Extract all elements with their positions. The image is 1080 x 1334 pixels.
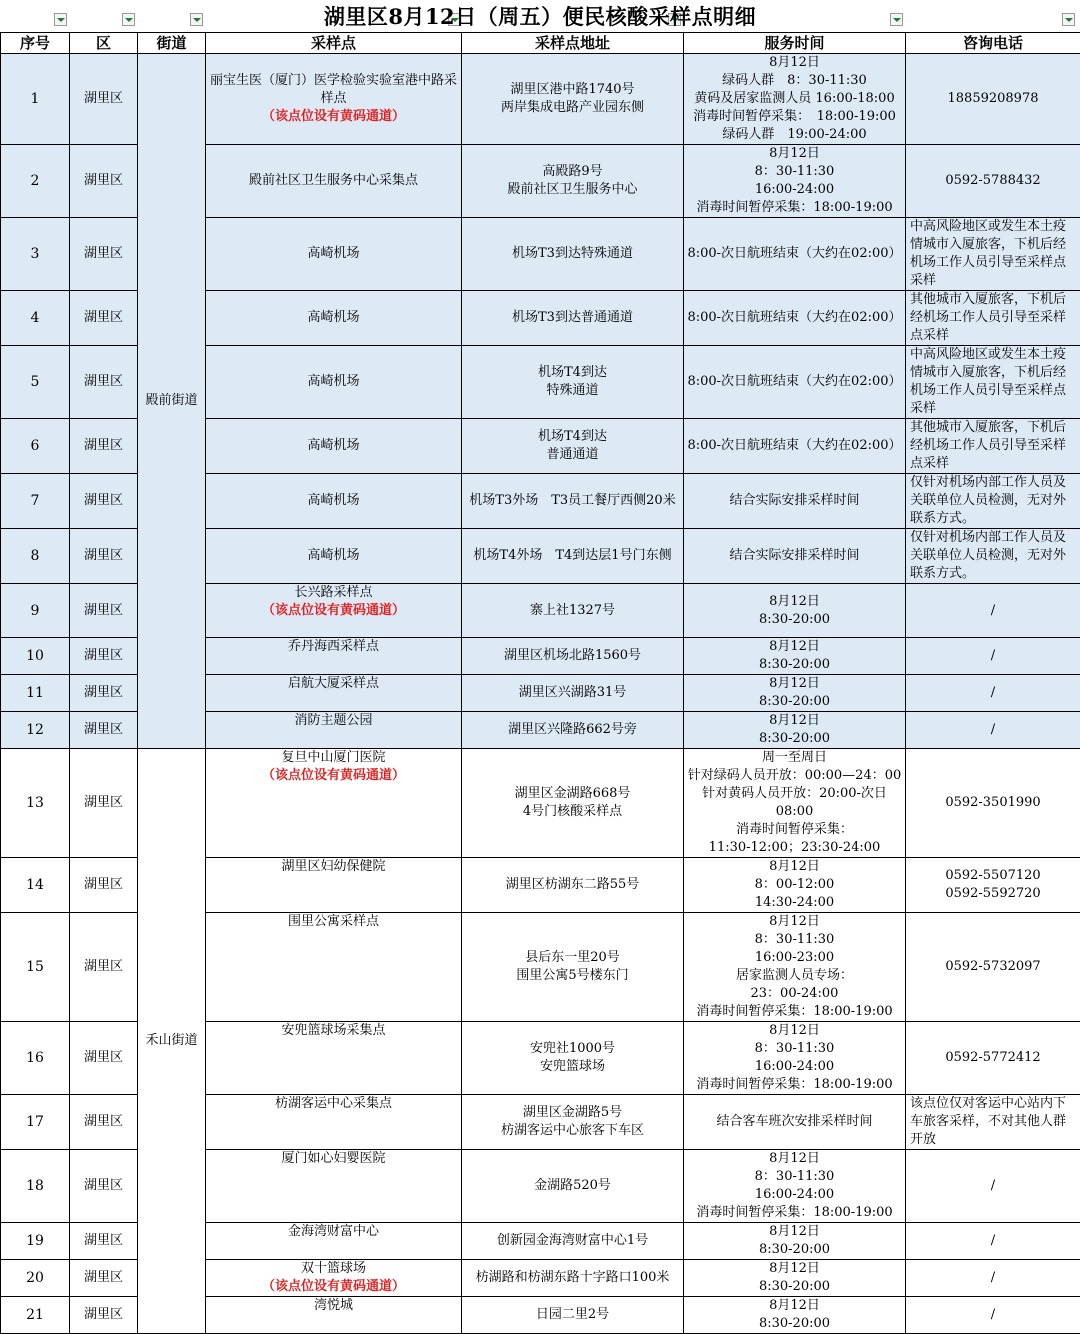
site-cell[interactable]	[206, 529, 462, 584]
table-row	[1, 749, 1080, 858]
site-cell[interactable]	[206, 291, 462, 346]
index-cell[interactable]: 17	[1, 1095, 70, 1150]
district-cell[interactable]: 湖里区	[70, 145, 138, 218]
site-name: 丽宝生医（厦门）医学检验实验室港中路采样点	[208, 72, 459, 108]
address-line: 县后东一里20号	[464, 949, 681, 967]
district-cell[interactable]: 湖里区	[70, 346, 138, 419]
address-cell[interactable]	[462, 346, 684, 419]
yellow-code-channel-note: （该点位设有黄码通道）	[208, 602, 459, 620]
phone-cell[interactable]	[906, 712, 1080, 749]
site-cell[interactable]	[206, 858, 462, 913]
site-cell[interactable]	[206, 638, 462, 675]
phone-cell[interactable]	[906, 419, 1080, 474]
district-cell[interactable]: 湖里区	[70, 712, 138, 749]
phone-cell[interactable]	[906, 145, 1080, 218]
site-cell[interactable]	[206, 419, 462, 474]
service-time-cell[interactable]	[684, 1260, 906, 1297]
service-time-line: 8月12日	[686, 145, 903, 163]
service-time-line: 8:30-20:00	[686, 693, 903, 711]
service-time-line: 8月12日	[686, 1260, 903, 1278]
site-cell[interactable]	[206, 346, 462, 419]
phone-cell[interactable]	[906, 1297, 1080, 1334]
address-cell[interactable]	[462, 145, 684, 218]
service-time-line: 8月12日	[686, 54, 903, 72]
site-name: 金海湾财富中心	[208, 1223, 459, 1241]
index-cell[interactable]: 14	[1, 858, 70, 913]
address-line: 围里公寓5号楼东门	[464, 967, 681, 985]
phone-cell[interactable]	[906, 675, 1080, 712]
header-service-time[interactable]: 服务时间	[684, 33, 906, 54]
district-cell[interactable]: 湖里区	[70, 1260, 138, 1297]
index-cell[interactable]: 18	[1, 1150, 70, 1223]
phone-line: 0592-5507120	[908, 867, 1078, 885]
phone-line: 0592-5592720	[908, 885, 1078, 903]
phone-cell[interactable]	[906, 1260, 1080, 1297]
address-line: 湖里区港中路1740号	[464, 81, 681, 99]
header-index[interactable]: 序号	[1, 33, 70, 54]
service-time-line: 8：00-12:00	[686, 876, 903, 894]
phone-line: 0592-3501990	[908, 794, 1078, 812]
address-line: 寨上社1327号	[464, 602, 681, 620]
header-address[interactable]: 采样点地址	[462, 33, 684, 54]
district-cell[interactable]: 湖里区	[70, 1223, 138, 1260]
phone-cell[interactable]	[906, 1022, 1080, 1095]
phone-cell[interactable]	[906, 54, 1080, 145]
address-line: 特殊通道	[464, 382, 681, 400]
index-cell[interactable]: 10	[1, 638, 70, 675]
address-line: 4号门核酸采样点	[464, 803, 681, 821]
header-street[interactable]: 街道	[138, 33, 206, 54]
site-cell[interactable]	[206, 1022, 462, 1095]
site-name: 高崎机场	[208, 309, 459, 327]
site-cell[interactable]	[206, 1095, 462, 1150]
service-time-line: 8:00-次日航班结束（大约在02:00）	[686, 373, 903, 391]
service-time-line: 23：00-24:00	[686, 985, 903, 1003]
service-time-cell[interactable]	[684, 54, 906, 145]
phone-line: 中高风险地区或发生本土疫情城市入厦旅客，下机后经机场工作人员引导至采样点采样	[910, 218, 1078, 290]
index-cell[interactable]: 1	[1, 54, 70, 145]
service-time-line: 8:00-次日航班结束（大约在02:00）	[686, 309, 903, 327]
index-cell[interactable]: 9	[1, 584, 70, 638]
site-name: 复旦中山厦门医院	[208, 749, 459, 767]
service-time-line: 8：30-11:30	[686, 163, 903, 181]
index-cell[interactable]: 12	[1, 712, 70, 749]
service-time-line: 8月12日	[686, 675, 903, 693]
address-line: 日园二里2号	[464, 1306, 681, 1324]
address-cell[interactable]	[462, 419, 684, 474]
index-cell[interactable]: 15	[1, 913, 70, 1022]
site-name: 高崎机场	[208, 245, 459, 263]
service-time-line: 8月12日	[686, 712, 903, 730]
service-time-line: 8:30-20:00	[686, 1315, 903, 1333]
sampling-sites-table	[0, 32, 1080, 1334]
service-time-line: 结合客车班次安排采样时间	[686, 1113, 903, 1131]
address-line: 机场T4到达	[464, 364, 681, 382]
service-time-line: 16:00-24:00	[686, 1186, 903, 1204]
phone-line: /	[908, 1232, 1078, 1250]
service-time-line: 消毒时间暂停采集：18:00-19:00	[686, 1076, 903, 1094]
address-line: 普通通道	[464, 446, 681, 464]
address-line: 两岸集成电路产业园东侧	[464, 99, 681, 117]
service-time-cell[interactable]	[684, 638, 906, 675]
site-name: 高崎机场	[208, 373, 459, 391]
yellow-code-channel-note: （该点位设有黄码通道）	[208, 1278, 459, 1296]
address-cell[interactable]	[462, 529, 684, 584]
phone-cell[interactable]	[906, 1150, 1080, 1223]
service-time-cell[interactable]	[684, 712, 906, 749]
service-time-line: 消毒时间暂停采集：18:00-19:00	[686, 1204, 903, 1222]
service-time-cell[interactable]	[684, 145, 906, 218]
address-cell[interactable]	[462, 749, 684, 858]
index-cell[interactable]: 6	[1, 419, 70, 474]
phone-line: /	[908, 647, 1078, 665]
service-time-line: 8月12日	[686, 1297, 903, 1315]
phone-line: /	[908, 721, 1078, 739]
service-time-line: 8月12日	[686, 913, 903, 931]
address-line: 枋湖路和枋湖东路十字路口100米	[464, 1269, 681, 1287]
phone-line: /	[908, 1269, 1078, 1287]
service-time-line: 8:30-20:00	[686, 1241, 903, 1259]
address-cell[interactable]	[462, 1260, 684, 1297]
service-time-line: 8：30-11:30	[686, 931, 903, 949]
district-cell[interactable]: 湖里区	[70, 1095, 138, 1150]
service-time-line: 消毒时间暂停采集：18:00-19:00	[686, 1003, 903, 1021]
service-time-cell[interactable]	[684, 1223, 906, 1260]
address-cell[interactable]	[462, 913, 684, 1022]
service-time-line: 消毒时间暂停采集：18:00-19:00	[686, 199, 903, 217]
address-cell[interactable]	[462, 218, 684, 291]
phone-line: /	[908, 684, 1078, 702]
address-cell[interactable]	[462, 712, 684, 749]
service-time-cell[interactable]	[684, 529, 906, 584]
street-cell[interactable]: 殿前街道	[138, 54, 206, 749]
district-cell[interactable]: 湖里区	[70, 638, 138, 675]
address-line: 湖里区机场北路1560号	[464, 647, 681, 665]
phone-line: 该点位仅对客运中心站内下车旅客采样，不对其他人群开放	[910, 1095, 1078, 1149]
service-time-line: 8月12日	[686, 1223, 903, 1241]
district-cell[interactable]: 湖里区	[70, 675, 138, 712]
site-cell[interactable]	[206, 749, 462, 858]
address-line: 机场T3到达特殊通道	[464, 245, 681, 263]
site-cell[interactable]	[206, 1297, 462, 1334]
service-time-line: 8:30-20:00	[686, 730, 903, 748]
phone-line: /	[908, 1306, 1078, 1324]
site-name: 启航大厦采样点	[208, 675, 459, 693]
service-time-line: 针对绿码人员开放：00:00—24：00	[686, 767, 903, 785]
site-cell[interactable]	[206, 1150, 462, 1223]
address-line: 安兜社1000号	[464, 1040, 681, 1058]
district-cell[interactable]: 湖里区	[70, 1297, 138, 1334]
district-cell[interactable]: 湖里区	[70, 584, 138, 638]
address-cell[interactable]	[462, 1095, 684, 1150]
address-line: 创新园金海湾财富中心1号	[464, 1232, 681, 1250]
site-name: 湖里区妇幼保健院	[208, 858, 459, 876]
phone-cell[interactable]	[906, 291, 1080, 346]
service-time-line: 8:30-20:00	[686, 656, 903, 674]
service-time-line: 8月12日	[686, 593, 903, 611]
phone-line: /	[908, 1177, 1078, 1195]
service-time-line: 16:00-23:00	[686, 949, 903, 967]
index-cell[interactable]: 20	[1, 1260, 70, 1297]
site-name: 乔丹海西采样点	[208, 638, 459, 656]
service-time-line: 8月12日	[686, 1150, 903, 1168]
index-cell[interactable]: 4	[1, 291, 70, 346]
district-cell[interactable]: 湖里区	[70, 1150, 138, 1223]
index-cell[interactable]: 11	[1, 675, 70, 712]
phone-cell[interactable]	[906, 529, 1080, 584]
site-name: 湾悦城	[208, 1297, 459, 1315]
site-cell[interactable]	[206, 1223, 462, 1260]
service-time-cell[interactable]	[684, 474, 906, 529]
phone-cell[interactable]	[906, 1223, 1080, 1260]
site-name: 殿前社区卫生服务中心采集点	[208, 172, 459, 190]
service-time-line: 绿码人群 8：30-11:30	[686, 72, 903, 90]
address-cell[interactable]	[462, 1150, 684, 1223]
address-line: 湖里区枋湖东二路55号	[464, 876, 681, 894]
address-cell[interactable]	[462, 1297, 684, 1334]
street-cell[interactable]: 禾山街道	[138, 749, 206, 1334]
site-name: 枋湖客运中心采集点	[208, 1095, 459, 1113]
address-cell[interactable]	[462, 584, 684, 638]
district-cell[interactable]: 湖里区	[70, 218, 138, 291]
site-name: 高崎机场	[208, 547, 459, 565]
index-cell[interactable]: 21	[1, 1297, 70, 1334]
site-name: 安兜篮球场采集点	[208, 1022, 459, 1040]
address-line: 湖里区兴湖路31号	[464, 684, 681, 702]
service-time-cell[interactable]	[684, 1297, 906, 1334]
service-time-cell[interactable]	[684, 346, 906, 419]
service-time-cell[interactable]	[684, 291, 906, 346]
service-time-line: 消毒时间暂停采集： 18:00-19:00	[686, 108, 903, 126]
service-time-line: 8月12日	[686, 1022, 903, 1040]
district-cell[interactable]: 湖里区	[70, 529, 138, 584]
index-cell[interactable]: 8	[1, 529, 70, 584]
site-cell[interactable]	[206, 675, 462, 712]
site-cell[interactable]	[206, 584, 462, 638]
address-line: 湖里区金湖路668号	[464, 785, 681, 803]
table-row	[1, 54, 1080, 145]
district-cell[interactable]: 湖里区	[70, 1022, 138, 1095]
service-time-line: 8：30-11:30	[686, 1040, 903, 1058]
phone-cell[interactable]	[906, 749, 1080, 858]
site-cell[interactable]	[206, 54, 462, 145]
yellow-code-channel-note: （该点位设有黄码通道）	[208, 767, 459, 785]
district-cell[interactable]: 湖里区	[70, 419, 138, 474]
service-time-line: 绿码人群 19:00-24:00	[686, 126, 903, 144]
address-line: 高殿路9号	[464, 163, 681, 181]
service-time-cell[interactable]	[684, 749, 906, 858]
service-time-line: 16:00-24:00	[686, 1058, 903, 1076]
address-cell[interactable]	[462, 291, 684, 346]
phone-line: 中高风险地区或发生本土疫情城市入厦旅客，下机后经机场工作人员引导至采样点采样	[910, 346, 1078, 418]
address-cell[interactable]	[462, 675, 684, 712]
index-cell[interactable]: 16	[1, 1022, 70, 1095]
address-cell[interactable]	[462, 1022, 684, 1095]
service-time-line: 结合实际安排采样时间	[686, 547, 903, 565]
phone-line: 仅针对机场内部工作人员及关联单位人员检测，无对外联系方式。	[910, 474, 1078, 528]
phone-cell[interactable]	[906, 346, 1080, 419]
site-cell[interactable]	[206, 218, 462, 291]
site-name: 围里公寓采样点	[208, 913, 459, 931]
phone-cell[interactable]	[906, 218, 1080, 291]
address-line: 湖里区兴隆路662号旁	[464, 721, 681, 739]
service-time-line: 8月12日	[686, 858, 903, 876]
sheet-title: 湖里区8月12日（周五）便民核酸采样点明细	[0, 0, 1080, 32]
header-district[interactable]: 区	[70, 33, 138, 54]
address-cell[interactable]	[462, 54, 684, 145]
service-time-line: 11:30-12:00；23:30-24:00	[686, 839, 903, 857]
index-cell[interactable]: 3	[1, 218, 70, 291]
phone-line: 其他城市入厦旅客，下机后经机场工作人员引导至采样点采样	[910, 419, 1078, 473]
phone-cell[interactable]	[906, 913, 1080, 1022]
index-cell[interactable]: 19	[1, 1223, 70, 1260]
phone-cell[interactable]	[906, 638, 1080, 675]
address-cell[interactable]	[462, 474, 684, 529]
district-cell[interactable]: 湖里区	[70, 474, 138, 529]
address-line: 机场T3到达普通通道	[464, 309, 681, 327]
phone-cell[interactable]	[906, 858, 1080, 913]
phone-line: 仅针对机场内部工作人员及关联单位人员检测，无对外联系方式。	[910, 529, 1078, 583]
service-time-line: 黄码及居家监测人员 16:00-18:00	[686, 90, 903, 108]
district-cell[interactable]: 湖里区	[70, 858, 138, 913]
header-phone[interactable]: 咨询电话	[906, 33, 1080, 54]
yellow-code-channel-note: （该点位设有黄码通道）	[208, 108, 459, 126]
address-line: 湖里区金湖路5号	[464, 1104, 681, 1122]
site-name: 厦门如心妇婴医院	[208, 1150, 459, 1168]
index-cell[interactable]: 5	[1, 346, 70, 419]
site-cell[interactable]	[206, 913, 462, 1022]
service-time-line: 8:30-20:00	[686, 1278, 903, 1296]
service-time-line: 消毒时间暂停采集：	[686, 821, 903, 839]
district-cell[interactable]: 湖里区	[70, 749, 138, 858]
phone-line: 0592-5772412	[908, 1049, 1078, 1067]
address-line: 枋湖客运中心旅客下车区	[464, 1122, 681, 1140]
phone-line: 0592-5732097	[908, 958, 1078, 976]
site-name: 高崎机场	[208, 492, 459, 510]
site-name: 双十篮球场	[208, 1260, 459, 1278]
address-cell[interactable]	[462, 1223, 684, 1260]
index-cell[interactable]: 13	[1, 749, 70, 858]
service-time-line: 周一至周日	[686, 749, 903, 767]
service-time-line: 16:00-24:00	[686, 181, 903, 199]
district-cell[interactable]: 湖里区	[70, 913, 138, 1022]
service-time-line: 结合实际安排采样时间	[686, 492, 903, 510]
address-line: 安兜篮球场	[464, 1058, 681, 1076]
site-name: 高崎机场	[208, 437, 459, 455]
phone-line: /	[908, 602, 1078, 620]
service-time-line: 8:30-20:00	[686, 611, 903, 629]
address-line: 机场T4到达	[464, 428, 681, 446]
phone-line: 0592-5788432	[908, 172, 1078, 190]
address-cell[interactable]	[462, 858, 684, 913]
service-time-line: 8月12日	[686, 638, 903, 656]
service-time-cell[interactable]	[684, 218, 906, 291]
address-line: 殿前社区卫生服务中心	[464, 181, 681, 199]
address-line: 机场T3外场 T3员工餐厅西侧20米	[464, 492, 681, 510]
service-time-line: 8:00-次日航班结束（大约在02:00）	[686, 245, 903, 263]
service-time-cell[interactable]	[684, 1022, 906, 1095]
header-site[interactable]: 采样点	[206, 33, 462, 54]
phone-cell[interactable]	[906, 1095, 1080, 1150]
index-cell[interactable]: 2	[1, 145, 70, 218]
phone-line: 18859208978	[908, 90, 1078, 108]
site-cell[interactable]	[206, 474, 462, 529]
service-time-cell[interactable]	[684, 858, 906, 913]
service-time-cell[interactable]	[684, 584, 906, 638]
service-time-line: 14:30-24:00	[686, 894, 903, 912]
service-time-cell[interactable]	[684, 1150, 906, 1223]
phone-cell[interactable]	[906, 474, 1080, 529]
address-line: 机场T4外场 T4到达层1号门东侧	[464, 547, 681, 565]
index-cell[interactable]: 7	[1, 474, 70, 529]
site-cell[interactable]	[206, 712, 462, 749]
phone-line: 其他城市入厦旅客，下机后经机场工作人员引导至采样点采样	[910, 291, 1078, 345]
site-name: 消防主题公园	[208, 712, 459, 730]
service-time-line: 8：30-11:30	[686, 1168, 903, 1186]
site-name: 长兴路采样点	[208, 584, 459, 602]
address-cell[interactable]	[462, 638, 684, 675]
district-cell[interactable]: 湖里区	[70, 291, 138, 346]
phone-cell[interactable]	[906, 584, 1080, 638]
service-time-cell[interactable]	[684, 419, 906, 474]
service-time-line: 8:00-次日航班结束（大约在02:00）	[686, 437, 903, 455]
address-line: 金湖路520号	[464, 1177, 681, 1195]
service-time-cell[interactable]	[684, 913, 906, 1022]
site-cell[interactable]	[206, 1260, 462, 1297]
header-row	[1, 33, 1080, 54]
district-cell[interactable]: 湖里区	[70, 54, 138, 145]
service-time-line: 居家监测人员专场：	[686, 967, 903, 985]
service-time-cell[interactable]	[684, 675, 906, 712]
site-cell[interactable]	[206, 145, 462, 218]
service-time-cell[interactable]	[684, 1095, 906, 1150]
service-time-line: 针对黄码人员开放：20:00-次日08:00	[686, 785, 903, 821]
